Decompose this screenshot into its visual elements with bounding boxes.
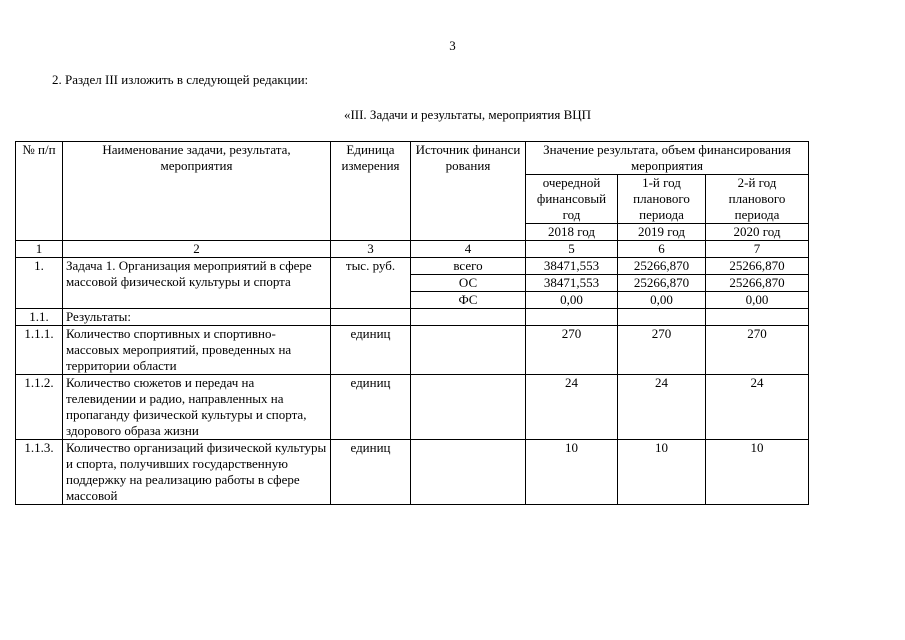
task-num: 1. bbox=[16, 258, 63, 309]
result-row bbox=[16, 375, 809, 440]
result-source bbox=[411, 375, 526, 440]
column-number: 1 bbox=[16, 241, 63, 258]
result-num: 1.1.1. bbox=[16, 326, 63, 375]
empty-cell bbox=[411, 309, 526, 326]
header-num: № п/п bbox=[16, 142, 63, 241]
header-col5: очередной финансовый год bbox=[526, 175, 618, 224]
result-value: 10 bbox=[526, 440, 618, 505]
task-value: 0,00 bbox=[706, 292, 809, 309]
task-source: ФС bbox=[411, 292, 526, 309]
result-value: 10 bbox=[618, 440, 706, 505]
intro-text: 2. Раздел III изложить в следующей редакции: bbox=[52, 72, 309, 87]
results-table bbox=[15, 141, 809, 505]
column-number: 6 bbox=[618, 241, 706, 258]
task-value: 25266,870 bbox=[618, 258, 706, 275]
result-row bbox=[16, 326, 809, 375]
header-year5: 2018 год bbox=[526, 224, 618, 241]
result-source bbox=[411, 326, 526, 375]
task-value: 25266,870 bbox=[618, 275, 706, 292]
result-name: Количество спортивных и спортивно-массовых мероприятий, проведенных на территории области bbox=[63, 326, 331, 375]
task-value: 25266,870 bbox=[706, 258, 809, 275]
empty-cell bbox=[706, 309, 809, 326]
task-value: 38471,553 bbox=[526, 258, 618, 275]
result-num: 1.1.3. bbox=[16, 440, 63, 505]
result-value: 270 bbox=[618, 326, 706, 375]
column-number: 2 bbox=[63, 241, 331, 258]
header-unit: Единица измерения bbox=[331, 142, 411, 241]
task-row bbox=[16, 258, 809, 275]
result-num: 1.1.2. bbox=[16, 375, 63, 440]
empty-cell bbox=[526, 309, 618, 326]
task-source: всего bbox=[411, 258, 526, 275]
result-unit: единиц bbox=[331, 440, 411, 505]
result-value: 270 bbox=[526, 326, 618, 375]
result-source bbox=[411, 440, 526, 505]
section-title: «III. Задачи и результаты, мероприятия ВЦП bbox=[343, 107, 592, 122]
task-unit: тыс. руб. bbox=[331, 258, 411, 309]
column-number: 4 bbox=[411, 241, 526, 258]
page-number: 3 bbox=[449, 38, 456, 53]
column-number: 7 bbox=[706, 241, 809, 258]
result-name: Количество сюжетов и передач на телевидении и радио, направленных на пропаганду физической культуры и спорта, здорового образа жизни bbox=[63, 375, 331, 440]
task-source: ОС bbox=[411, 275, 526, 292]
header-col7: 2-й год планового периода bbox=[706, 175, 809, 224]
task-value: 0,00 bbox=[618, 292, 706, 309]
results-label: Результаты: bbox=[63, 309, 331, 326]
result-value: 24 bbox=[706, 375, 809, 440]
header-col6: 1-й год планового периода bbox=[618, 175, 706, 224]
results-num: 1.1. bbox=[16, 309, 63, 326]
column-number: 3 bbox=[331, 241, 411, 258]
header-year6: 2019 год bbox=[618, 224, 706, 241]
empty-cell bbox=[331, 309, 411, 326]
empty-cell bbox=[618, 309, 706, 326]
result-unit: единиц bbox=[331, 375, 411, 440]
result-value: 270 bbox=[706, 326, 809, 375]
header-row bbox=[16, 142, 809, 175]
result-value: 24 bbox=[618, 375, 706, 440]
result-name: Количество организаций физической культуры и спорта, получивших государственную поддержку на реализацию работы в сфере массовой bbox=[63, 440, 331, 505]
header-source: Источник финансирования bbox=[411, 142, 526, 241]
column-number: 5 bbox=[526, 241, 618, 258]
header-name: Наименование задачи, результата, мероприятия bbox=[63, 142, 331, 241]
result-value: 10 bbox=[706, 440, 809, 505]
result-unit: единиц bbox=[331, 326, 411, 375]
header-value-group: Значение результата, объем финансирования мероприятия bbox=[526, 142, 809, 175]
result-row bbox=[16, 440, 809, 505]
task-name: Задача 1. Организация мероприятий в сфере массовой физической культуры и спорта bbox=[63, 258, 331, 309]
task-value: 0,00 bbox=[526, 292, 618, 309]
header-year7: 2020 год bbox=[706, 224, 809, 241]
column-number-row bbox=[16, 241, 809, 258]
task-value: 25266,870 bbox=[706, 275, 809, 292]
task-value: 38471,553 bbox=[526, 275, 618, 292]
result-value: 24 bbox=[526, 375, 618, 440]
results-header-row bbox=[16, 309, 809, 326]
